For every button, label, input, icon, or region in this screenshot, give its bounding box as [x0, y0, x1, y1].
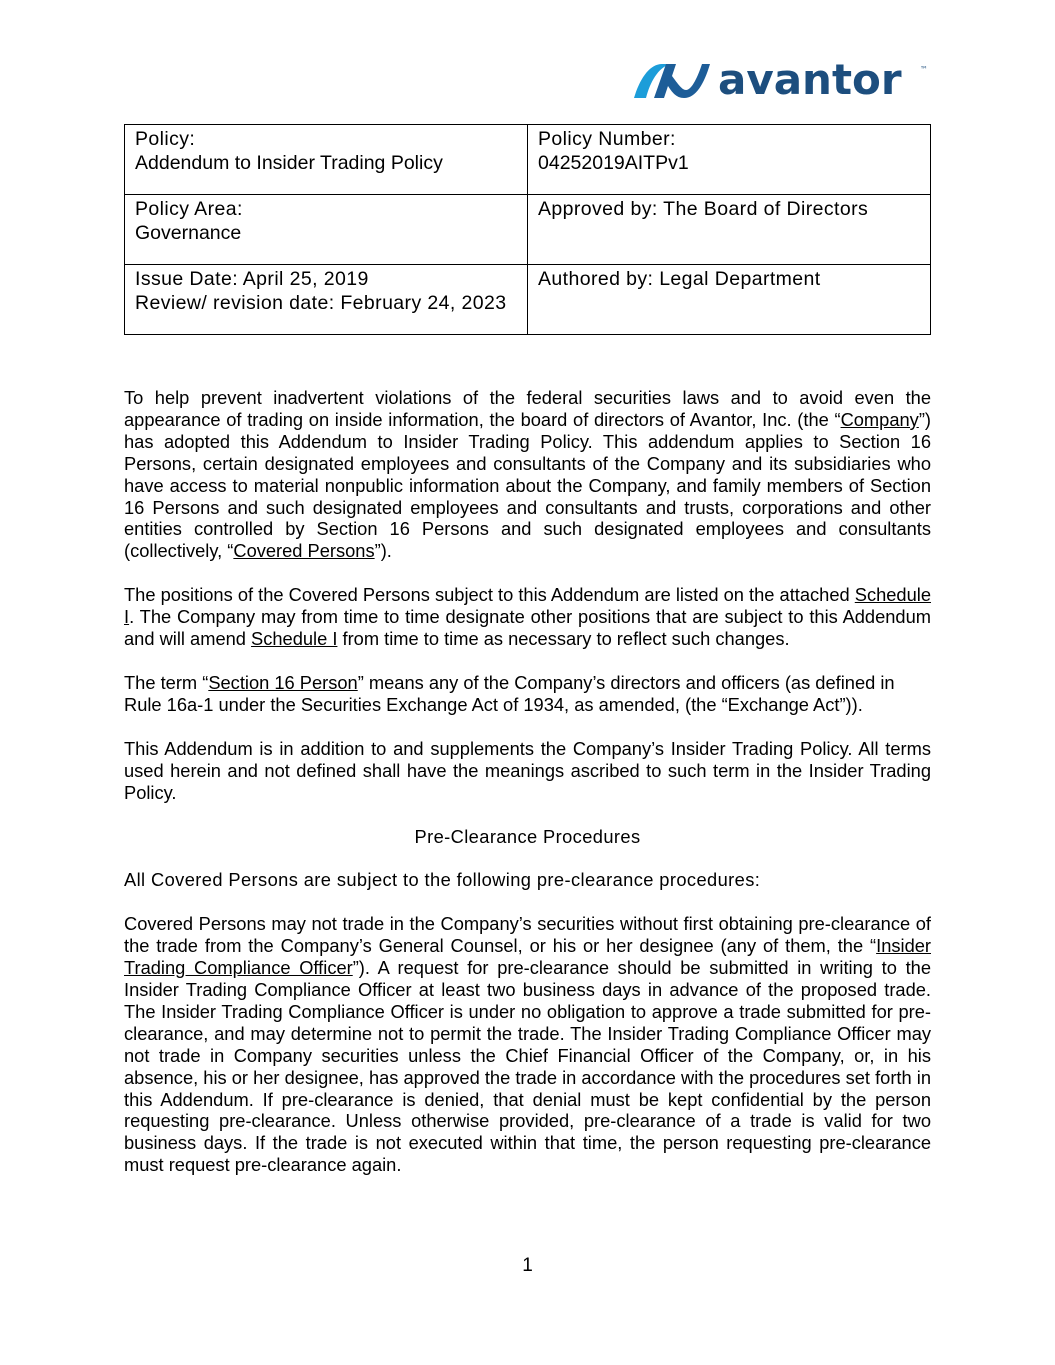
- schedule-reference: Schedule I: [251, 628, 338, 650]
- policy-cell: [125, 125, 528, 195]
- authored-by-cell: [528, 265, 931, 335]
- policy-number-cell: [528, 125, 931, 195]
- avantor-logo-mark-icon: [634, 64, 710, 98]
- policy-area-label: Policy Area:: [135, 198, 243, 220]
- review-date-text: Review/ revision date: February 24, 2023: [135, 292, 507, 314]
- defined-term-company: Company: [840, 408, 919, 430]
- paragraph-positions: The positions of the Covered Persons subject to this Addendum are listed on the attached Schedule I. The Company may from time to time designate other positions that are subject to this Addendum and will amend Schedule I from time to time as necessary to reflect such changes.: [124, 584, 931, 650]
- paragraph-supplement: This Addendum is in addition to and supplements the Company’s Insider Trading Policy. All terms used herein and not defined shall have the meanings ascribed to such term in the Insider Trading Policy.: [124, 737, 931, 803]
- policy-area-cell: [125, 195, 528, 265]
- paragraph-section-16: The term “Section 16 Person” means any of the Company’s directors and officers (as defined in Rule 16a-1 under the Securities Exchange Act of 1934, as amended, (the “Exchange Act”)).: [124, 671, 895, 715]
- document-body: [124, 387, 931, 1198]
- avantor-logo: [632, 58, 932, 104]
- issue-date-text: Issue Date: April 25, 2019: [135, 268, 369, 290]
- policy-value: Addendum to Insider Trading Policy: [135, 152, 443, 174]
- logo-trademark: ™: [920, 65, 928, 74]
- section-heading: Pre-Clearance Procedures: [414, 825, 641, 847]
- dates-cell: [125, 265, 528, 335]
- paragraph-pre-clearance: Covered Persons may not trade in the Company’s securities without first obtaining pre-clearance of the trade from the Company’s General Counsel, or his or her designee (any of them, the “Insider Trading Compliance Officer”). A request for pre-clearance should be submitted in writing to the Insider Trading Compliance Officer at least two business days in advance of the proposed trade. The Insider Trading Compliance Officer is under no obligation to approve a trade submitted for pre-clearance, and may determine not to permit the trade. The Insider Trading Compliance Officer may not trade in Company securities unless the Chief Financial Officer of the Company, or, in his absence, his or her designee, has approved the trade in accordance with the procedures set forth in this Addendum. If pre-clearance is denied, that denial must be kept confidential by the person requesting pre-clearance. Unless otherwise provided, pre-clearance of a trade is valid for two business days. If the trade is not executed within that time, the person requesting pre-clearance must request pre-clearance again.: [124, 913, 931, 1176]
- paragraph-intro: To help prevent inadvertent violations of the federal securities laws and to avoid even the appearance of trading on inside information, the board of directors of Avantor, Inc. (the “Company”) has adopted this Addendum to Insider Trading Policy. This addendum applies to Section 16 Persons, certain designated employees and consultants of the Company and its subsidiaries who have access to material nonpublic information about the Company, and family members of Section 16 Persons and such designated employees and consultants and trusts, corporations and other entities controlled by Section 16 Persons and such designated employees and consultants (collectively, “Covered Persons”).: [124, 387, 931, 562]
- table-row: [125, 125, 931, 195]
- procedures-intro: All Covered Persons are subject to the following pre-clearance procedures:: [124, 869, 761, 891]
- defined-term-compliance-officer: Insider Trading Compliance Officer: [124, 935, 931, 979]
- defined-term-covered-persons: Covered Persons: [233, 540, 375, 562]
- logo-wordmark: avantor: [718, 58, 902, 104]
- authored-by-text: Authored by: Legal Department: [538, 268, 821, 290]
- table-row: [125, 265, 931, 335]
- page-number: 1: [522, 1255, 533, 1276]
- schedule-reference: Schedule I: [124, 584, 931, 628]
- approved-by-cell: [528, 195, 931, 265]
- policy-area-value: Governance: [135, 222, 242, 244]
- policy-label: Policy:: [135, 128, 196, 150]
- policy-number-value: 04252019AITPv1: [538, 152, 689, 174]
- table-row: [125, 195, 931, 265]
- defined-term-section-16-person: Section 16 Person: [208, 671, 358, 693]
- approved-by-text: Approved by: The Board of Directors: [538, 198, 869, 220]
- policy-info-table: [124, 124, 931, 335]
- policy-number-label: Policy Number:: [538, 128, 676, 150]
